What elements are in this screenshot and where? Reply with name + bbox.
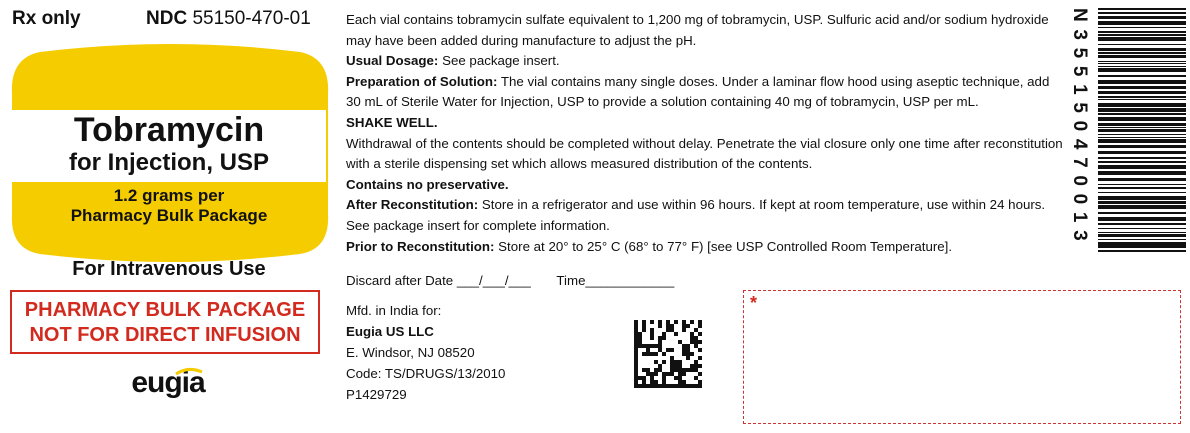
- barcode-bar: [1098, 103, 1186, 107]
- warning-line-1: PHARMACY BULK PACKAGE: [24, 299, 306, 321]
- company-address: E. Windsor, NJ 08520: [346, 345, 475, 360]
- matrix-module: [698, 356, 702, 360]
- matrix-module: [642, 380, 646, 384]
- matrix-module: [654, 368, 658, 372]
- matrix-module: [698, 380, 702, 384]
- matrix-module: [646, 348, 650, 352]
- matrix-module: [678, 360, 682, 364]
- preparation-label: Preparation of Solution:: [346, 73, 498, 89]
- matrix-module: [642, 384, 646, 388]
- barcode-bar: [1098, 129, 1186, 132]
- matrix-module: [682, 324, 686, 328]
- strength-text: [12, 186, 326, 226]
- matrix-module: [650, 336, 654, 340]
- shake-well: SHAKE WELL.: [346, 114, 438, 130]
- matrix-module: [698, 384, 702, 388]
- matrix-module: [646, 372, 650, 376]
- matrix-module: [634, 328, 638, 332]
- matrix-module: [650, 344, 654, 348]
- matrix-module: [698, 320, 702, 324]
- matrix-module: [674, 332, 678, 336]
- matrix-module: [662, 372, 666, 376]
- barcode-bar: [1098, 61, 1186, 62]
- matrix-module: [646, 344, 650, 348]
- matrix-module: [698, 332, 702, 336]
- matrix-module: [650, 332, 654, 336]
- matrix-module: [658, 368, 662, 372]
- barcode-number-text: N 3 5 5 1 5 0 4 7 0 0 1 3: [1069, 8, 1090, 242]
- matrix-module: [634, 324, 638, 328]
- barcode-bar: [1098, 242, 1186, 246]
- barcode-bar: [1098, 151, 1186, 154]
- matrix-module: [650, 320, 654, 324]
- matrix-module: [694, 328, 698, 332]
- matrix-module: [638, 332, 642, 336]
- matrix-module: [658, 340, 662, 344]
- matrix-module: [678, 368, 682, 372]
- barcode-bar: [1098, 134, 1186, 135]
- matrix-module: [666, 348, 670, 352]
- matrix-module: [654, 384, 658, 388]
- matrix-module: [662, 380, 666, 384]
- barcode-bar: [1098, 113, 1186, 115]
- after-label: After Reconstitution:: [346, 197, 479, 213]
- matrix-module: [662, 360, 666, 364]
- barcode-bar: [1098, 178, 1186, 181]
- dosage-paragraph: [346, 51, 1066, 72]
- matrix-module: [670, 328, 674, 332]
- matrix-module: [634, 364, 638, 368]
- barcode-bar: [1098, 86, 1186, 89]
- matrix-module: [634, 336, 638, 340]
- matrix-module: [646, 352, 650, 356]
- matrix-module: [638, 344, 642, 348]
- matrix-module: [690, 320, 694, 324]
- matrix-module: [670, 372, 674, 376]
- matrix-module: [650, 384, 654, 388]
- matrix-module: [694, 360, 698, 364]
- contents-paragraph: Each vial contains tobramycin sulfate equivalent to 1,200 mg of tobramycin, USP. Sulfuric acid and/or sodium hydroxide may have been added during manufacture to adjust the pH.: [346, 12, 1049, 48]
- matrix-module: [650, 376, 654, 380]
- matrix-module: [694, 384, 698, 388]
- matrix-module: [634, 384, 638, 388]
- matrix-module: [634, 380, 638, 384]
- matrix-module: [682, 368, 686, 372]
- matrix-module: [666, 328, 670, 332]
- matrix-module: [642, 368, 646, 372]
- manufacturer-info: [346, 300, 505, 405]
- matrix-module: [686, 344, 690, 348]
- drug-name: Tobramycin: [73, 111, 265, 149]
- matrix-module: [698, 348, 702, 352]
- matrix-module: [638, 376, 642, 380]
- matrix-module: [686, 384, 690, 388]
- barcode-bar: [1098, 75, 1186, 77]
- matrix-module: [678, 384, 682, 388]
- barcode-bar: [1098, 192, 1186, 193]
- barcode-bar: [1098, 44, 1186, 45]
- matrix-module: [634, 320, 638, 324]
- matrix-module: [654, 372, 658, 376]
- matrix-module: [650, 372, 654, 376]
- matrix-module: [642, 328, 646, 332]
- barcode-bar: [1098, 48, 1186, 51]
- discard-date-line: [346, 273, 674, 288]
- discard-date: Discard after Date ___/___/___: [346, 273, 531, 288]
- matrix-module: [682, 372, 686, 376]
- matrix-module: [690, 368, 694, 372]
- matrix-module: [674, 384, 678, 388]
- matrix-module: [634, 352, 638, 356]
- matrix-module: [690, 364, 694, 368]
- barcode-bar: [1098, 96, 1186, 98]
- matrix-module: [682, 328, 686, 332]
- label-instructions: [346, 10, 1066, 257]
- prior-text: Store at 20° to 25° C (68° to 77° F) [see USP Controlled Room Temperature].: [494, 238, 953, 254]
- matrix-module: [658, 320, 662, 324]
- barcode-bar: [1098, 157, 1186, 159]
- matrix-module: [670, 356, 674, 360]
- strength-line-1: 1.2 grams per: [113, 186, 225, 205]
- matrix-module: [658, 348, 662, 352]
- matrix-module: [670, 360, 674, 364]
- barcode-bar: [1098, 137, 1186, 138]
- matrix-module: [690, 340, 694, 344]
- matrix-module: [682, 320, 686, 324]
- barcode-bar: [1098, 187, 1186, 189]
- barcode-bar: [1098, 171, 1186, 175]
- matrix-module: [662, 332, 666, 336]
- matrix-module: [634, 360, 638, 364]
- route-of-administration: For Intravenous Use: [72, 258, 266, 280]
- matrix-module: [666, 320, 670, 324]
- prior-label: Prior to Reconstitution:: [346, 238, 495, 254]
- matrix-module: [662, 384, 666, 388]
- barcode-bar: [1098, 52, 1186, 54]
- ndc-code: [146, 8, 311, 30]
- matrix-module: [642, 352, 646, 356]
- matrix-module: [694, 340, 698, 344]
- matrix-module: [694, 368, 698, 372]
- barcode-bar: [1098, 184, 1186, 185]
- matrix-module: [690, 352, 694, 356]
- matrix-module: [658, 344, 662, 348]
- barcode-bar: [1098, 232, 1186, 233]
- matrix-module: [678, 376, 682, 380]
- matrix-module: [654, 352, 658, 356]
- matrix-module: [698, 340, 702, 344]
- strength-line-2: Pharmacy Bulk Package: [70, 206, 268, 225]
- part-number: P1429729: [346, 387, 407, 402]
- matrix-module: [694, 344, 698, 348]
- barcode-bar: [1098, 205, 1186, 209]
- matrix-module: [658, 384, 662, 388]
- matrix-module: [650, 352, 654, 356]
- matrix-module: [670, 348, 674, 352]
- matrix-module: [654, 380, 658, 384]
- matrix-module: [670, 368, 674, 372]
- barcode-bar: [1098, 117, 1186, 121]
- matrix-module: [690, 336, 694, 340]
- barcode-bar: [1098, 201, 1186, 204]
- matrix-module: [666, 384, 670, 388]
- barcode-bar: [1098, 127, 1186, 128]
- barcode-bar: [1098, 217, 1186, 221]
- matrix-module: [674, 376, 678, 380]
- matrix-module: [698, 324, 702, 328]
- barcode-bar: [1098, 12, 1186, 14]
- barcode-bar: [1098, 80, 1186, 84]
- barcode-bar: [1098, 212, 1186, 214]
- matrix-module: [694, 376, 698, 380]
- license-code: Code: TS/DRUGS/13/2010: [346, 366, 506, 381]
- matrix-module: [646, 368, 650, 372]
- manufactured-for: Mfd. in India for:: [346, 303, 442, 318]
- withdrawal-paragraph: Withdrawal of the contents should be completed without delay. Penetrate the vial closure only one time after reconstitution with a sterile dispensing set which allows measured distribution of the contents.: [346, 135, 1063, 172]
- matrix-module: [658, 364, 662, 368]
- matrix-module: [650, 328, 654, 332]
- barcode-bar: [1098, 8, 1186, 10]
- barcode-bar: [1098, 108, 1186, 112]
- matrix-module: [642, 320, 646, 324]
- barcode-bar: [1098, 55, 1186, 58]
- company-name: Eugia US LLC: [346, 324, 434, 339]
- matrix-module: [678, 372, 682, 376]
- matrix-module: [662, 376, 666, 380]
- matrix-module: [634, 376, 638, 380]
- dosage-label: Usual Dosage:: [346, 53, 439, 69]
- matrix-module: [674, 364, 678, 368]
- matrix-module: [634, 372, 638, 376]
- matrix-module: [690, 384, 694, 388]
- matrix-module: [666, 324, 670, 328]
- barcode-bar: [1098, 246, 1186, 248]
- eugia-logo: [118, 364, 218, 404]
- prior-reconstitution-paragraph: [346, 237, 1066, 258]
- barcode-bar: [1098, 21, 1186, 25]
- matrix-module: [662, 336, 666, 340]
- barcode-bar: [1098, 91, 1186, 94]
- matrix-module: [678, 380, 682, 384]
- matrix-module: [658, 336, 662, 340]
- matrix-module: [674, 360, 678, 364]
- after-text: Store in a refrigerator and use within 96 hours. If kept at room temperature, use within 24 hours. See package insert for complete information.: [346, 197, 1046, 233]
- barcode-bar: [1098, 37, 1186, 41]
- barcode-bar: [1098, 123, 1186, 126]
- preparation-text: The vial contains many single doses. Under a laminar flow hood using aseptic technique, add 30 mL of Sterile Water for Injection, USP to provide a solution containing 40 mg of tobramycin, USP per mL.: [346, 73, 1050, 110]
- matrix-module: [686, 352, 690, 356]
- matrix-module: [698, 364, 702, 368]
- matrix-module: [686, 348, 690, 352]
- matrix-module: [686, 368, 690, 372]
- matrix-module: [634, 356, 638, 360]
- barcode-bar: [1098, 145, 1186, 148]
- matrix-module: [642, 324, 646, 328]
- matrix-module: [634, 348, 638, 352]
- matrix-module: [654, 344, 658, 348]
- matrix-module: [670, 364, 674, 368]
- no-preservative: Contains no preservative.: [346, 176, 509, 192]
- matrix-module: [634, 340, 638, 344]
- matrix-module: [650, 380, 654, 384]
- barcode-bar: [1098, 68, 1186, 72]
- matrix-module: [678, 340, 682, 344]
- dosage-text: See package insert.: [438, 53, 560, 69]
- matrix-module: [646, 384, 650, 388]
- barcode-bar: [1098, 250, 1186, 252]
- matrix-module: [686, 356, 690, 360]
- matrix-module: [690, 332, 694, 336]
- matrix-module: [674, 368, 678, 372]
- barcode-bar: [1098, 66, 1186, 67]
- barcode-bar: [1098, 234, 1186, 237]
- ndc-label: NDC: [146, 8, 188, 29]
- matrix-module: [682, 348, 686, 352]
- barcode-bar: [1098, 27, 1186, 28]
- barcode-bar: [1098, 165, 1186, 169]
- matrix-module: [658, 324, 662, 328]
- discard-time: Time____________: [556, 273, 675, 288]
- drug-title-block: [12, 110, 326, 182]
- barcode-bar: [1098, 223, 1186, 225]
- data-matrix-code-icon: [634, 320, 702, 388]
- matrix-module: [634, 368, 638, 372]
- barcode-bar: [1098, 161, 1186, 163]
- barcode-bar: [1098, 31, 1186, 33]
- barcode-bar: [1098, 16, 1186, 19]
- matrix-module: [694, 364, 698, 368]
- matrix-module: [682, 384, 686, 388]
- warning-box: [10, 290, 320, 354]
- barcode-bar: [1098, 196, 1186, 200]
- ndc-number: 55150-470-01: [192, 8, 311, 29]
- matrix-module: [694, 336, 698, 340]
- barcode-number: [1066, 6, 1094, 256]
- matrix-module: [682, 352, 686, 356]
- matrix-module: [638, 336, 642, 340]
- drug-subtitle: for Injection, USP: [68, 149, 269, 176]
- barcode-bar: [1098, 34, 1186, 36]
- matrix-module: [662, 352, 666, 356]
- matrix-module: [698, 372, 702, 376]
- matrix-module: [670, 384, 674, 388]
- matrix-module: [634, 344, 638, 348]
- matrix-module: [634, 332, 638, 336]
- matrix-module: [682, 380, 686, 384]
- matrix-module: [666, 372, 670, 376]
- matrix-module: [674, 320, 678, 324]
- after-reconstitution-paragraph: [346, 195, 1066, 236]
- lot-exp-box: [743, 290, 1181, 424]
- matrix-module: [638, 384, 642, 388]
- matrix-module: [670, 324, 674, 328]
- asterisk-mark: *: [750, 293, 758, 313]
- matrix-module: [682, 344, 686, 348]
- matrix-module: [686, 324, 690, 328]
- matrix-module: [642, 376, 646, 380]
- matrix-module: [638, 340, 642, 344]
- barcode-bar: [1098, 99, 1186, 100]
- barcode-bar: [1098, 239, 1186, 240]
- barcode-bar: [1098, 63, 1186, 64]
- matrix-module: [678, 364, 682, 368]
- warning-line-2: NOT FOR DIRECT INFUSION: [29, 324, 301, 346]
- barcode-bar: [1098, 139, 1186, 143]
- barcode-bar: [1098, 228, 1186, 229]
- rx-only-label: Rx only: [12, 8, 81, 29]
- matrix-module: [654, 360, 658, 364]
- preparation-paragraph: [346, 72, 1066, 113]
- eugia-logo-text: eugia: [131, 366, 205, 399]
- matrix-module: [642, 344, 646, 348]
